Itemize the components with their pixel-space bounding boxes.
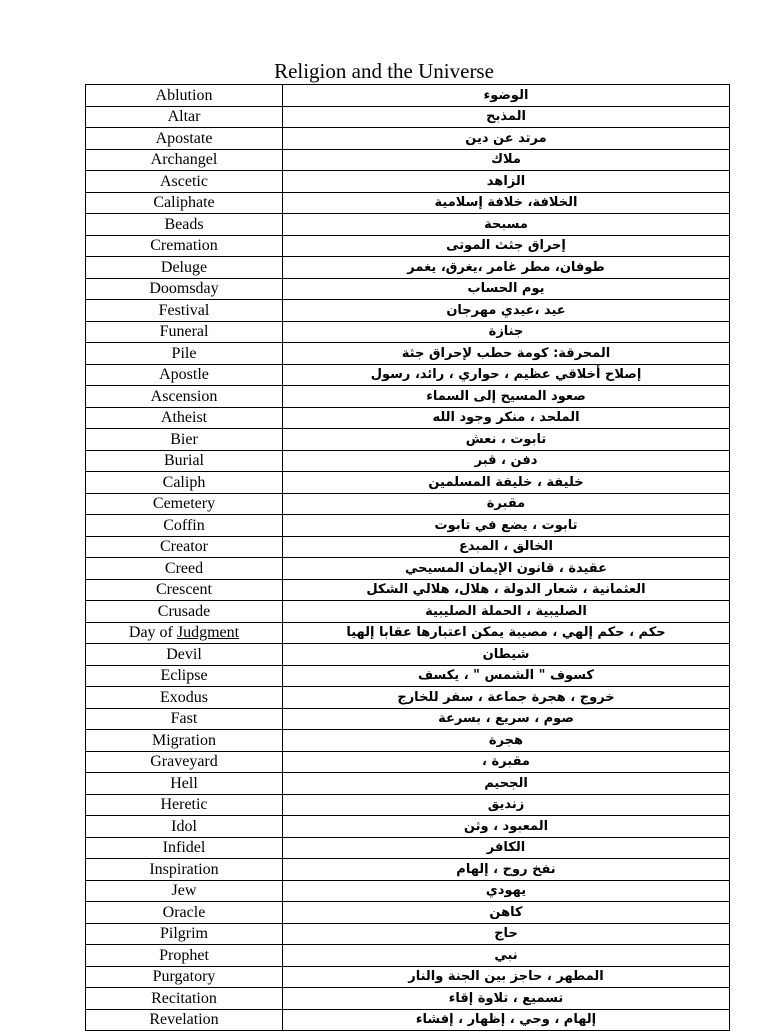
table-row (86, 278, 730, 300)
arabic-translation: يهودي (283, 880, 730, 902)
arabic-translation: دفن ، قبر (283, 450, 730, 472)
arabic-translation: جنازة (283, 321, 730, 343)
arabic-translation: يوم الحساب (283, 278, 730, 300)
table-row (86, 321, 730, 343)
arabic-translation: زنديق (283, 794, 730, 816)
table-row (86, 773, 730, 795)
table-row (86, 880, 730, 902)
arabic-translation: الجحيم (283, 773, 730, 795)
english-term: Creator (86, 536, 283, 558)
table-row (86, 450, 730, 472)
table-row (86, 343, 730, 365)
arabic-translation: شيطان (283, 644, 730, 666)
arabic-translation: الزاهد (283, 171, 730, 193)
table-row (86, 493, 730, 515)
english-term: Oracle (86, 902, 283, 924)
arabic-translation: المحرقة: كومة حطب لإحراق جثة (283, 343, 730, 365)
english-term: Burial (86, 450, 283, 472)
arabic-translation: ملاك (283, 149, 730, 171)
arabic-translation: المعبود ، وثن (283, 816, 730, 838)
table-row (86, 192, 730, 214)
arabic-translation: المذبح (283, 106, 730, 128)
english-term: Crescent (86, 579, 283, 601)
english-term: Inspiration (86, 859, 283, 881)
english-term: Infidel (86, 837, 283, 859)
arabic-translation: هجرة (283, 730, 730, 752)
table-row (86, 128, 730, 150)
table-row (86, 106, 730, 128)
arabic-translation: تابوت ، نعش (283, 429, 730, 451)
table-row (86, 708, 730, 730)
english-term: Coffin (86, 515, 283, 537)
table-row (86, 257, 730, 279)
table-row (86, 687, 730, 709)
table-row (86, 622, 730, 644)
arabic-translation: إلهام ، وحي ، إظهار ، إفشاء (283, 1009, 730, 1031)
english-term: Crusade (86, 601, 283, 623)
table-row (86, 515, 730, 537)
table-row (86, 214, 730, 236)
table-row (86, 644, 730, 666)
english-term: Apostle (86, 364, 283, 386)
english-term: Caliphate (86, 192, 283, 214)
table-row (86, 988, 730, 1010)
english-term: Cremation (86, 235, 283, 257)
english-term: Funeral (86, 321, 283, 343)
english-term: Doomsday (86, 278, 283, 300)
table-row (86, 902, 730, 924)
glossary-body (86, 85, 730, 1031)
english-term (86, 622, 283, 644)
arabic-translation: الخلافة، خلافة إسلامية (283, 192, 730, 214)
arabic-translation: كاهن (283, 902, 730, 924)
table-row (86, 1009, 730, 1031)
arabic-translation: مسبحة (283, 214, 730, 236)
arabic-translation: العثمانية ، شعار الدولة ، هلال، هلالي الشكل (283, 579, 730, 601)
english-term: Ablution (86, 85, 283, 107)
english-term: Ascetic (86, 171, 283, 193)
table-row (86, 300, 730, 322)
english-term: Jew (86, 880, 283, 902)
table-row (86, 945, 730, 967)
english-term: Archangel (86, 149, 283, 171)
english-term: Prophet (86, 945, 283, 967)
english-term: Exodus (86, 687, 283, 709)
arabic-translation: نفخ روح ، إلهام (283, 859, 730, 881)
document-title: Religion and the Universe (274, 59, 494, 83)
table-row (86, 364, 730, 386)
english-term: Cemetery (86, 493, 283, 515)
english-term: Bier (86, 429, 283, 451)
english-term: Creed (86, 558, 283, 580)
english-term: Heretic (86, 794, 283, 816)
table-row (86, 859, 730, 881)
english-term: Devil (86, 644, 283, 666)
english-term: Caliph (86, 472, 283, 494)
arabic-translation: خروج ، هجرة جماعة ، سفر للخارج (283, 687, 730, 709)
arabic-translation: عقيدة ، قانون الإيمان المسيحي (283, 558, 730, 580)
english-term: Eclipse (86, 665, 283, 687)
english-term: Atheist (86, 407, 283, 429)
english-term: Recitation (86, 988, 283, 1010)
table-row (86, 407, 730, 429)
english-term: Migration (86, 730, 283, 752)
english-term: Pilgrim (86, 923, 283, 945)
table-row (86, 816, 730, 838)
english-term: Beads (86, 214, 283, 236)
table-row (86, 536, 730, 558)
arabic-translation: إحراق جثث الموتى (283, 235, 730, 257)
arabic-translation: إصلاح أخلاقي عظيم ، حواري ، رائد، رسول (283, 364, 730, 386)
arabic-translation: مرتد عن دين (283, 128, 730, 150)
arabic-translation: المطهر ، حاجز بين الجنة والنار (283, 966, 730, 988)
table-row (86, 235, 730, 257)
table-row (86, 579, 730, 601)
arabic-translation: الملحد ، منكر وجود الله (283, 407, 730, 429)
arabic-translation: الخالق ، المبدع (283, 536, 730, 558)
table-row (86, 730, 730, 752)
english-term: Idol (86, 816, 283, 838)
table-row (86, 794, 730, 816)
arabic-translation: الكافر (283, 837, 730, 859)
table-row (86, 85, 730, 107)
english-term: Festival (86, 300, 283, 322)
table-row (86, 472, 730, 494)
table-row (86, 665, 730, 687)
arabic-translation: الوضوء (283, 85, 730, 107)
arabic-translation: صوم ، سريع ، بسرعة (283, 708, 730, 730)
english-term: Fast (86, 708, 283, 730)
table-row (86, 923, 730, 945)
english-term: Hell (86, 773, 283, 795)
arabic-translation: تابوت ، يضع في تابوت (283, 515, 730, 537)
english-term: Altar (86, 106, 283, 128)
table-row (86, 386, 730, 408)
arabic-translation: حكم ، حكم إلهي ، مصيبة يمكن اعتبارها عقابا إلهيا (283, 622, 730, 644)
arabic-translation: خليفة ، خليفة المسلمين (283, 472, 730, 494)
table-row (86, 171, 730, 193)
arabic-translation: مقبرة ، (283, 751, 730, 773)
english-term: Deluge (86, 257, 283, 279)
arabic-translation: طوفان، مطر غامر ،يغرق، يغمر (283, 257, 730, 279)
arabic-translation: الصليبية ، الحملة الصليبية (283, 601, 730, 623)
glossary-table (85, 84, 730, 1031)
english-term: Apostate (86, 128, 283, 150)
english-term-underlined: Judgment (176, 624, 240, 642)
table-row (86, 558, 730, 580)
arabic-translation: مقبرة (283, 493, 730, 515)
english-term: Pile (86, 343, 283, 365)
table-row (86, 837, 730, 859)
table-row (86, 966, 730, 988)
arabic-translation: عيد ،عيدي مهرجان (283, 300, 730, 322)
arabic-translation: حاج (283, 923, 730, 945)
arabic-translation: تسميع ، تلاوة إقاء (283, 988, 730, 1010)
table-row (86, 149, 730, 171)
arabic-translation: كسوف " الشمس " ، يكسف (283, 665, 730, 687)
table-row (86, 429, 730, 451)
english-term-part: Day of (128, 624, 177, 642)
english-term: Graveyard (86, 751, 283, 773)
english-term: Purgatory (86, 966, 283, 988)
table-row (86, 751, 730, 773)
english-term: Revelation (86, 1009, 283, 1031)
arabic-translation: نبي (283, 945, 730, 967)
arabic-translation: صعود المسيح إلى السماء (283, 386, 730, 408)
table-row (86, 601, 730, 623)
english-term: Ascension (86, 386, 283, 408)
